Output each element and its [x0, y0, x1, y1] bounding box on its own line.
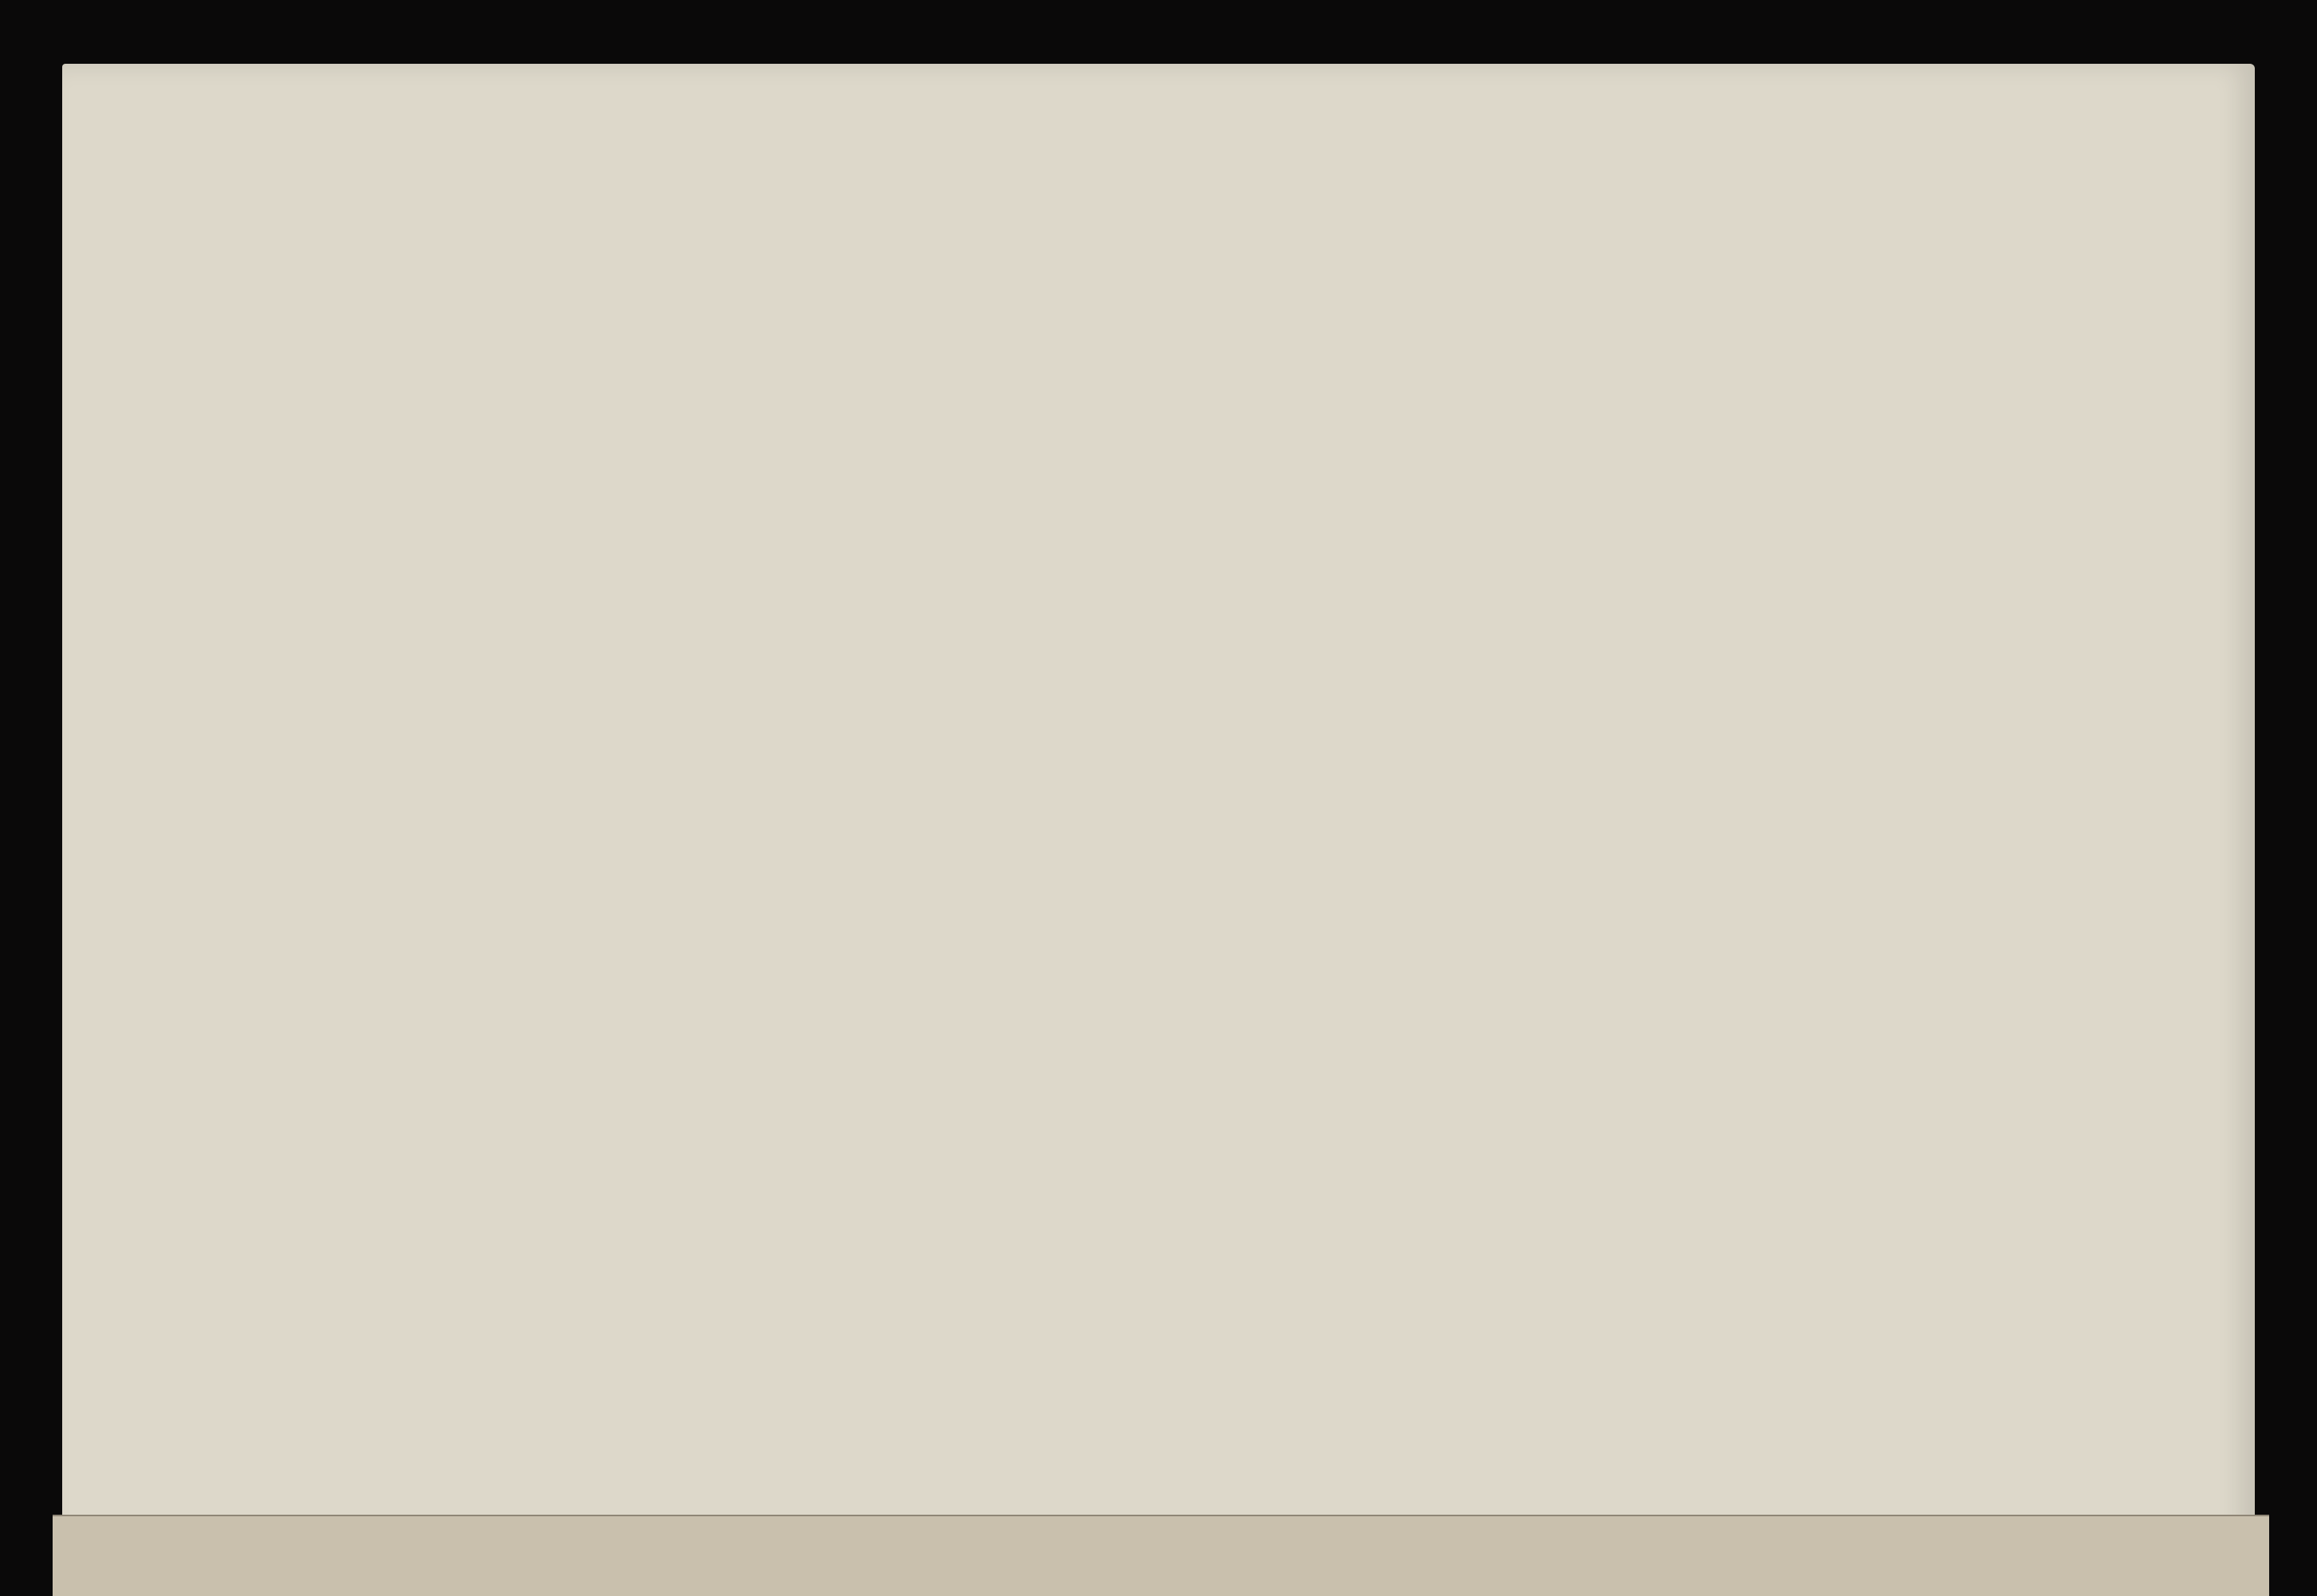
- rotated-text-block: [2113, 0, 2317, 64]
- book-page: [62, 64, 2255, 1594]
- page-number: [2261, 0, 2296, 64]
- next-page-edge: [53, 1515, 2269, 1596]
